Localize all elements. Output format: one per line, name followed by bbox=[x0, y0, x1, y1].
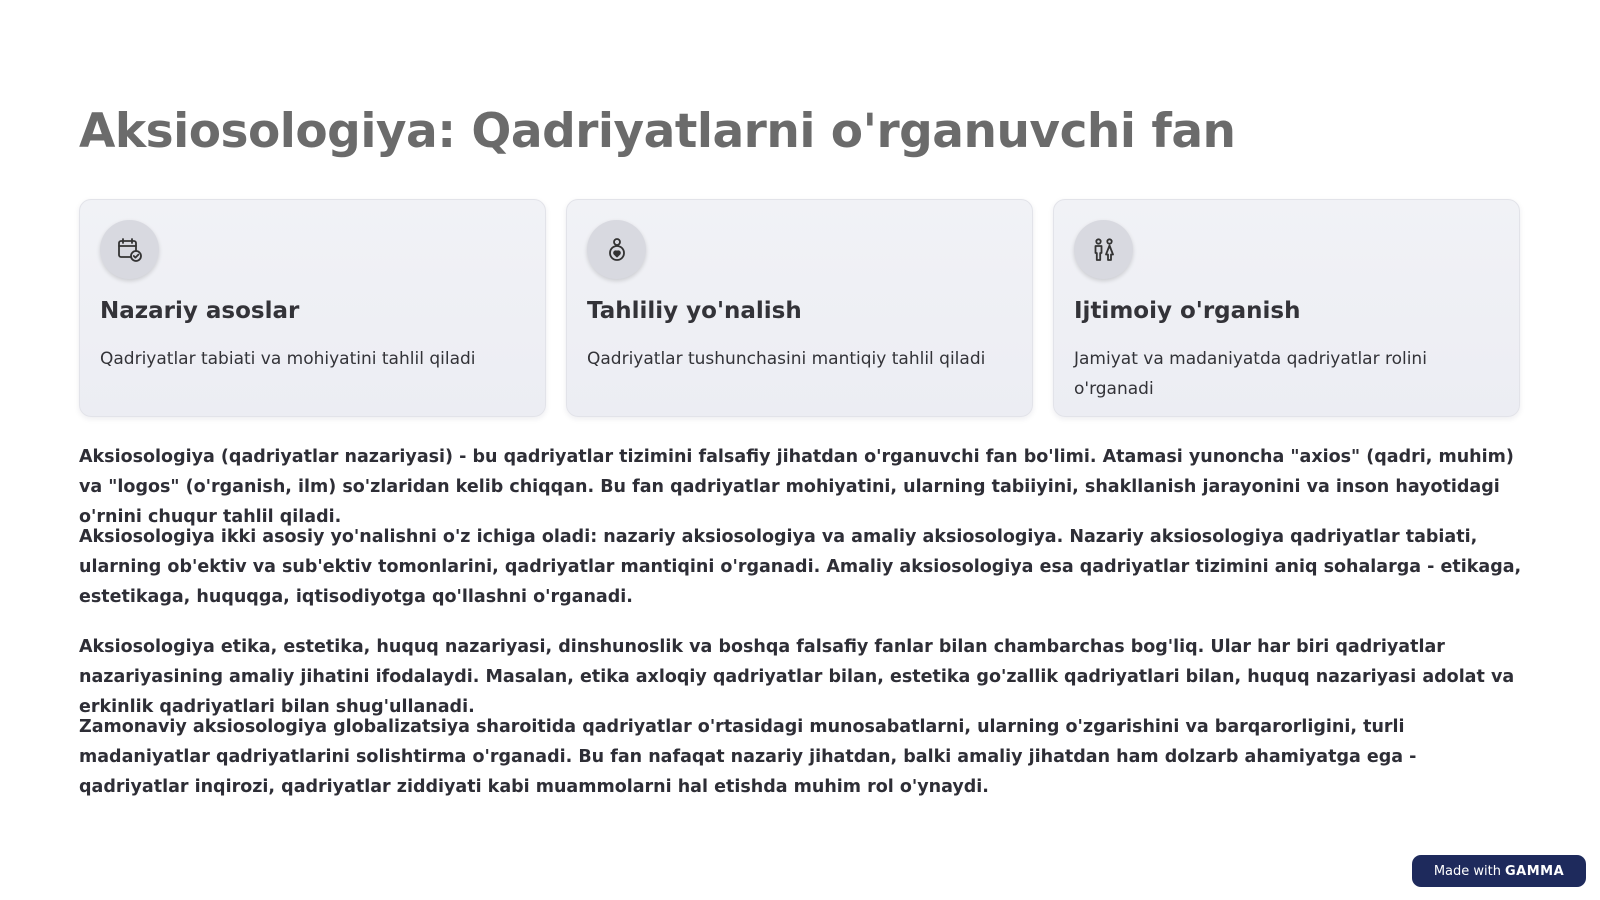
people-icon bbox=[1074, 220, 1133, 279]
card-title: Tahliliy yo'nalish bbox=[587, 298, 802, 324]
card-description: Qadriyatlar tushunchasini mantiqiy tahlil qiladi bbox=[587, 349, 986, 369]
card-title: Ijtimoiy o'rganish bbox=[1074, 298, 1301, 324]
card-tahliliy-yonalish bbox=[566, 199, 1033, 417]
body-text bbox=[79, 442, 1523, 802]
card-ijtimoiy-organish bbox=[1053, 199, 1520, 417]
made-with-gamma-badge[interactable] bbox=[1412, 855, 1586, 887]
calendar-check-icon bbox=[100, 220, 159, 279]
paragraph: Aksiosologiya (qadriyatlar nazariyasi) - bu qadriyatlar tizimini falsafiy jihatdan o'rganuvchi fan bo'limi. Atamasi yunoncha "axios" (qadri, muhim) va "logos" (o'rganish, ilm) so'zlaridan kelib chiqqan. Bu fan qadriyatlar mohiyatini, ularning tabiiyini, shakllanish jarayonini va inson hayotidagi o'rnini chuqur tahlil qiladi. bbox=[79, 447, 1514, 527]
person-heart-icon bbox=[587, 220, 646, 279]
card-description: Qadriyatlar tabiati va mohiyatini tahlil qiladi bbox=[100, 349, 476, 369]
paragraph: Zamonaviy aksiosologiya globalizatsiya sharoitida qadriyatlar o'rtasidagi munosabatlarni, ularning o'zgarishini va barqarorligini, turli madaniyatlar qadriyatlarini solishtirma o'rganadi. Bu fan nafaqat nazariy jihatdan, balki amaliy jihatdan ham dolzarb ahamiyatga ega - qadriyatlar inqirozi, qadriyatlar ziddiyati kabi muammolarni hal etishda muhim rol o'ynaydi. bbox=[79, 717, 1417, 797]
gamma-logo: GAMMA bbox=[1504, 863, 1565, 879]
card-title: Nazariy asoslar bbox=[100, 298, 300, 324]
card-nazariy-asoslar bbox=[79, 199, 546, 417]
paragraph: Aksiosologiya etika, estetika, huquq nazariyasi, dinshunoslik va boshqa falsafiy fanlar bilan chambarchas bog'liq. Ular har biri qadriyatlar nazariyasining amaliy jihatini ifodalaydi. Masalan, etika axloqiy qadriyatlar bilan, estetika go'zallik qadriyatlari bilan, huquq nazariyasi adolat va erkinlik qadriyatlari bilan shug'ullanadi. bbox=[79, 637, 1515, 717]
card-description: Jamiyat va madaniyatda qadriyatlar rolini o'rganadi bbox=[1074, 349, 1427, 399]
page-title: Aksiosologiya: Qadriyatlarni o'rganuvchi fan bbox=[79, 104, 1236, 159]
paragraph: Aksiosologiya ikki asosiy yo'nalishni o'z ichiga oladi: nazariy aksiosologiya va amaliy aksiosologiya. Nazariy aksiosologiya qadriyatlar tabiati, ularning ob'ektiv va sub'ektiv tomonlarini, qadriyatlar mantiqini o'rganadi. Amaliy aksiosologiya esa qadriyatlar tizimini aniq sohalarga - etikaga, estetikaga, huquqga, iqtisodiyotga qo'llashni o'rganadi. bbox=[79, 527, 1522, 607]
badge-prefix: Made with bbox=[1433, 863, 1501, 879]
card-row bbox=[79, 199, 1523, 419]
